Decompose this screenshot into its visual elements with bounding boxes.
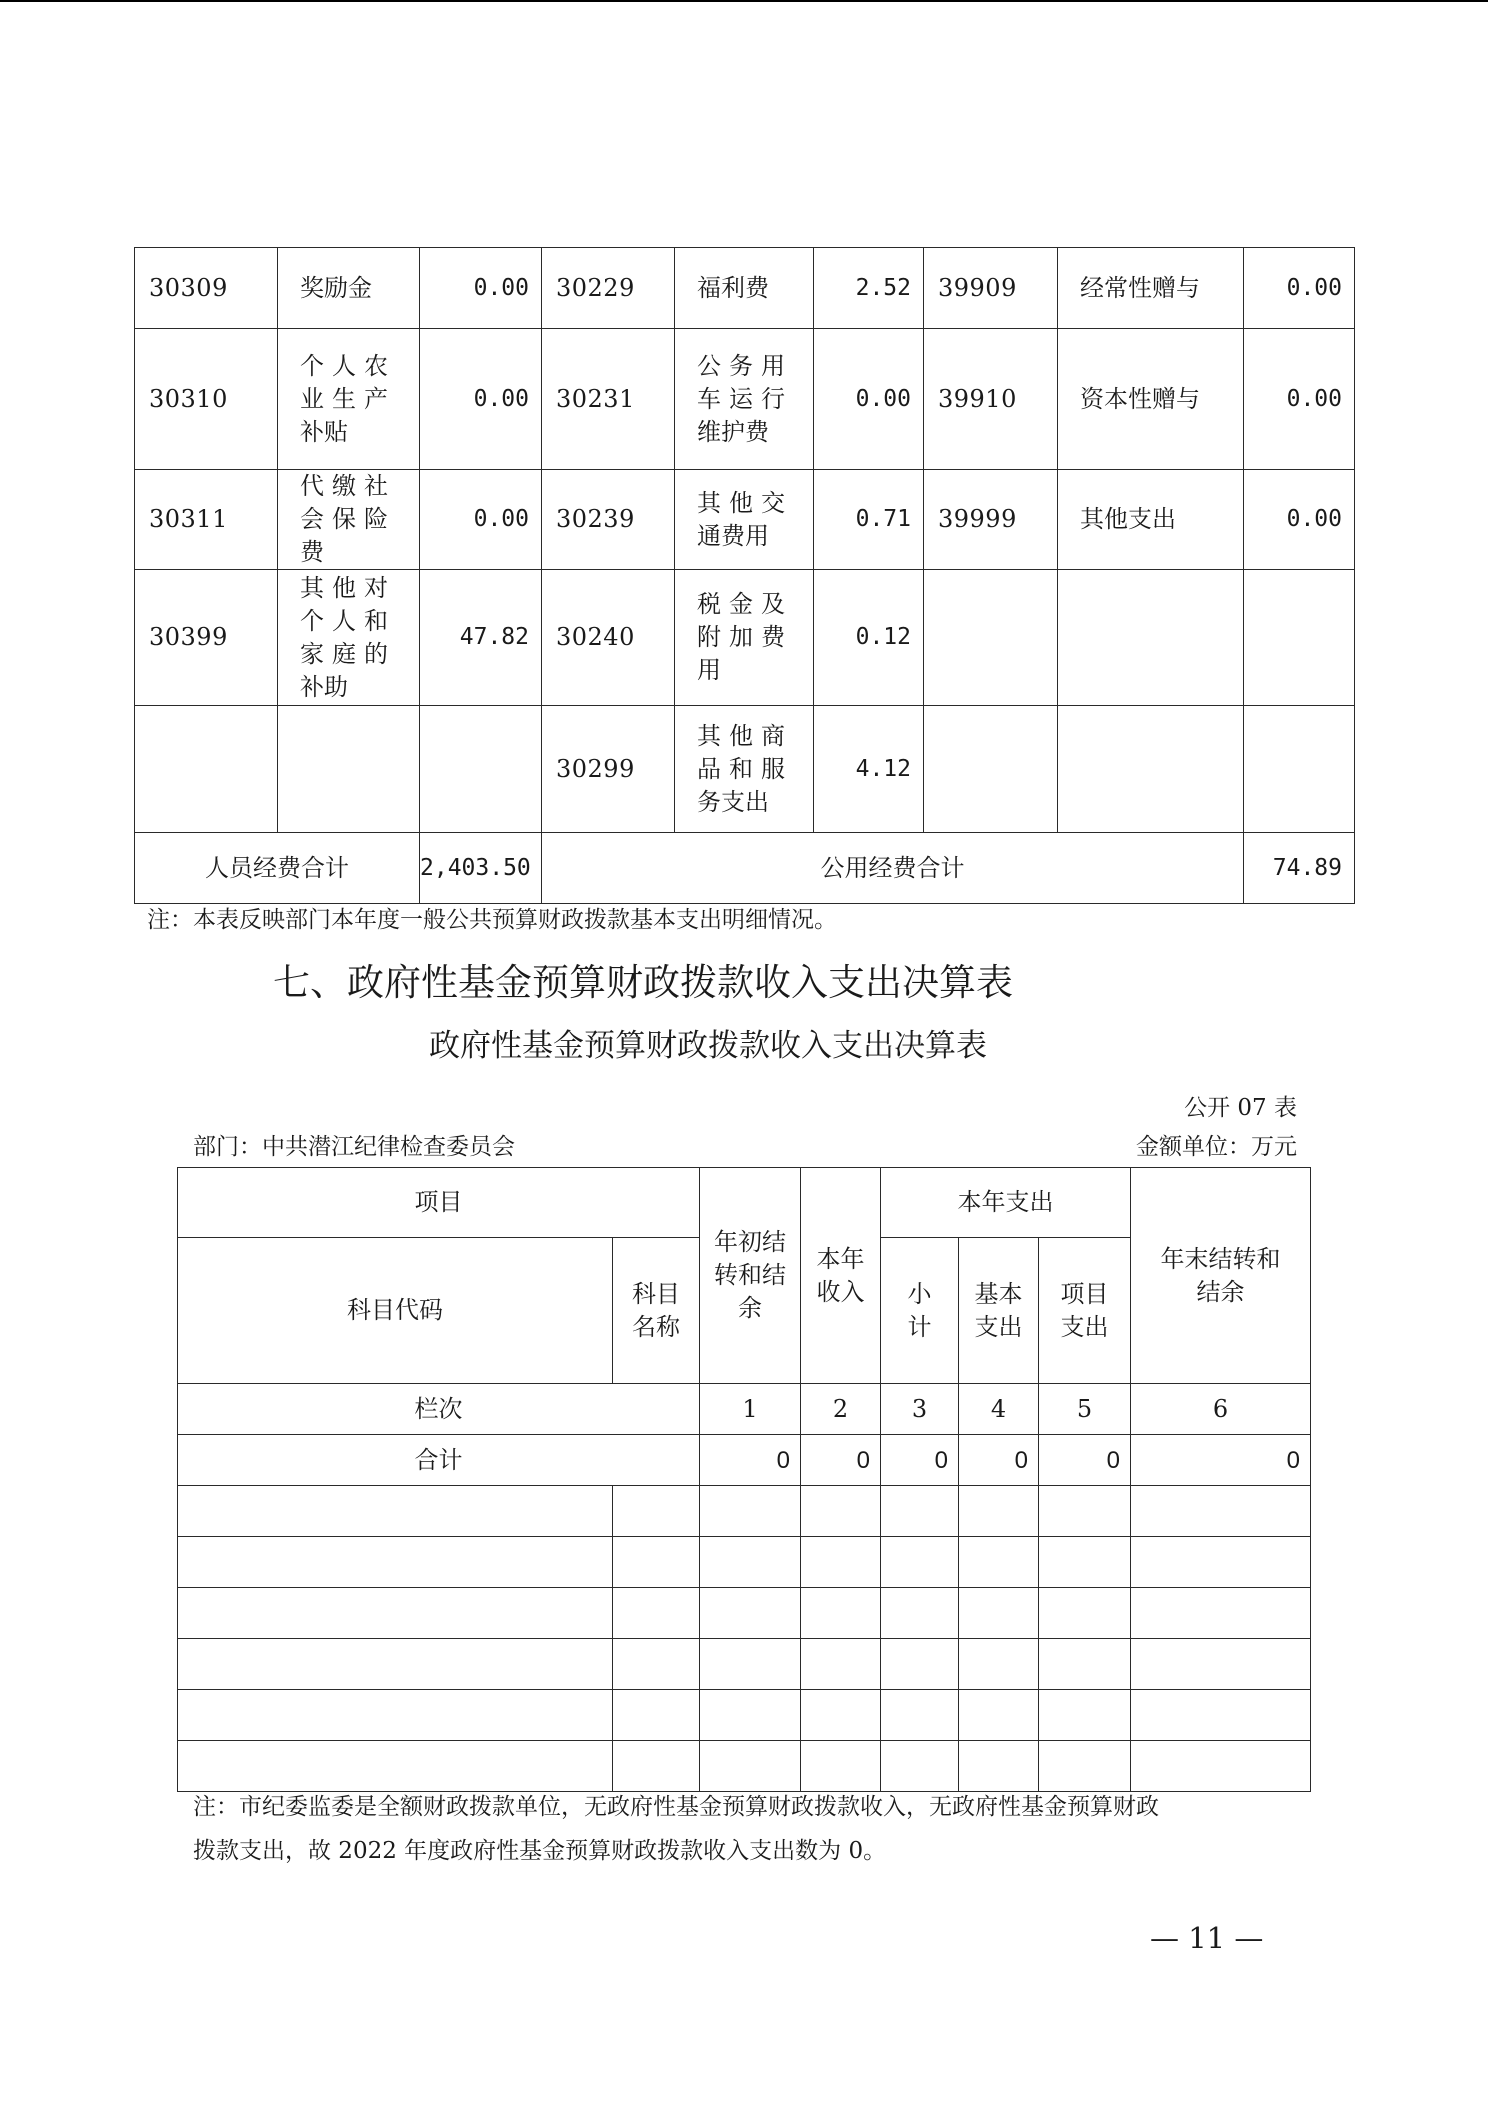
empty-row: [178, 1588, 1311, 1639]
code-cell: 39910: [924, 329, 1058, 470]
code-cell: [924, 706, 1058, 833]
item-name: 经常性赠与: [1080, 273, 1200, 302]
empty-cell: [801, 1690, 881, 1741]
empty-cell: [1039, 1690, 1131, 1741]
name-cell: [1058, 329, 1244, 470]
empty-cell: [801, 1486, 881, 1537]
empty-cell: [959, 1486, 1039, 1537]
column-number: 5: [1039, 1384, 1131, 1435]
code-cell: 30299: [542, 706, 675, 833]
total-value: 0: [959, 1435, 1039, 1486]
item-name: 奖励金: [300, 273, 372, 302]
value-cell: 0.00: [420, 329, 542, 470]
empty-row: [178, 1639, 1311, 1690]
department-label: 部门：中共潜江纪律检查委员会: [193, 1134, 515, 1160]
name-cell: [675, 329, 814, 470]
header-end-balance: 年末结转和结余: [1131, 1168, 1311, 1384]
empty-cell: [881, 1588, 959, 1639]
empty-cell: [881, 1690, 959, 1741]
amount-unit-label: 金额单位：万元: [1136, 1134, 1297, 1160]
empty-cell: [801, 1588, 881, 1639]
empty-cell: [1039, 1588, 1131, 1639]
empty-cell: [1131, 1588, 1311, 1639]
item-name: 资本性赠与: [1080, 384, 1200, 413]
empty-cell: [959, 1741, 1039, 1792]
total-value: 0: [1131, 1435, 1311, 1486]
value-cell: 0.00: [1244, 248, 1355, 329]
empty-row: [178, 1537, 1311, 1588]
empty-cell: [881, 1639, 959, 1690]
item-name: 福利费: [697, 273, 769, 302]
header-item: 项目: [178, 1168, 700, 1238]
form-number: 公开 07 表: [1184, 1095, 1297, 1121]
public-total-label: 公用经费合计: [542, 833, 1244, 904]
government-fund-budget-table: [177, 1167, 1311, 1792]
empty-cell: [700, 1588, 801, 1639]
item-name: 其他支出: [1080, 505, 1176, 533]
empty-cell: [959, 1588, 1039, 1639]
code-cell: 39909: [924, 248, 1058, 329]
empty-cell: [1131, 1741, 1311, 1792]
empty-cell: [700, 1639, 801, 1690]
empty-cell: [700, 1741, 801, 1792]
table-row: [135, 248, 1355, 329]
item-name: 其他交通费用: [697, 488, 785, 550]
column-number: 6: [1131, 1384, 1311, 1435]
totals-row: [135, 833, 1355, 904]
empty-cell: [959, 1537, 1039, 1588]
empty-cell: [801, 1741, 881, 1792]
item-name: 税金及附加费用: [697, 590, 785, 684]
empty-cell: [1039, 1741, 1131, 1792]
name-cell: [675, 706, 814, 833]
value-cell: [1244, 706, 1355, 833]
empty-cell: [178, 1741, 613, 1792]
column-number: 2: [801, 1384, 881, 1435]
code-cell: 30310: [135, 329, 278, 470]
name-cell: [278, 470, 420, 570]
value-cell: 0.00: [420, 470, 542, 570]
total-value: 0: [881, 1435, 959, 1486]
empty-row: [178, 1741, 1311, 1792]
value-cell: 0.00: [1244, 329, 1355, 470]
column-number: 1: [700, 1384, 801, 1435]
header-subtotal: 小计: [881, 1238, 959, 1384]
item-name: 其他商品和服务支出: [697, 721, 785, 816]
empty-cell: [178, 1486, 613, 1537]
column-number: 3: [881, 1384, 959, 1435]
table2-note-line2: 拨款支出，故 2022 年度政府性基金预算财政拨款收入支出数为 0。: [193, 1838, 887, 1864]
page-number: — 11 —: [1150, 1921, 1264, 1955]
empty-row: [178, 1690, 1311, 1741]
column-number: 4: [959, 1384, 1039, 1435]
empty-cell: [1039, 1486, 1131, 1537]
value-cell: [420, 706, 542, 833]
total-value: 0: [801, 1435, 881, 1486]
value-cell: 0.00: [814, 329, 924, 470]
empty-cell: [613, 1639, 700, 1690]
item-name: 其他对个人和家庭的补助: [300, 573, 388, 701]
empty-cell: [178, 1537, 613, 1588]
value-cell: 0.12: [814, 570, 924, 706]
header-project: 项目支出: [1039, 1238, 1131, 1384]
name-cell: [1058, 470, 1244, 570]
name-cell: [278, 570, 420, 706]
section-heading: 七、政府性基金预算财政拨款收入支出决算表: [273, 961, 1013, 1004]
header-name: 科目名称: [613, 1238, 700, 1384]
code-cell: 39999: [924, 470, 1058, 570]
empty-cell: [613, 1537, 700, 1588]
empty-cell: [613, 1486, 700, 1537]
name-cell: [675, 470, 814, 570]
empty-cell: [801, 1537, 881, 1588]
public-total-value: 74.89: [1244, 833, 1355, 904]
total-value: 0: [1039, 1435, 1131, 1486]
value-cell: 0.00: [420, 248, 542, 329]
header-expense: 本年支出: [881, 1168, 1131, 1238]
personnel-total-label: 人员经费合计: [135, 833, 420, 904]
table-row: [135, 329, 1355, 470]
code-cell: 30229: [542, 248, 675, 329]
empty-cell: [1131, 1486, 1311, 1537]
value-cell: 0.71: [814, 470, 924, 570]
empty-cell: [959, 1690, 1039, 1741]
table-row: [135, 570, 1355, 706]
empty-cell: [1131, 1537, 1311, 1588]
empty-cell: [700, 1486, 801, 1537]
empty-cell: [613, 1588, 700, 1639]
code-cell: 30239: [542, 470, 675, 570]
empty-cell: [881, 1537, 959, 1588]
column-row-label: 栏次: [178, 1384, 700, 1435]
name-cell: [1058, 570, 1244, 706]
code-cell: 30240: [542, 570, 675, 706]
code-cell: [135, 706, 278, 833]
basic-expenditure-detail-table: [134, 247, 1355, 904]
table-row: [135, 706, 1355, 833]
empty-cell: [881, 1486, 959, 1537]
table1-note: 注：本表反映部门本年度一般公共预算财政拨款基本支出明细情况。: [147, 907, 837, 933]
item-name: 个人农业生产补贴: [300, 351, 388, 446]
table-title: 政府性基金预算财政拨款收入支出决算表: [429, 1028, 987, 1064]
empty-cell: [881, 1741, 959, 1792]
empty-row: [178, 1486, 1311, 1537]
code-cell: 30309: [135, 248, 278, 329]
value-cell: 0.00: [1244, 470, 1355, 570]
code-cell: 30399: [135, 570, 278, 706]
personnel-total-value: 2,403.50: [420, 833, 542, 904]
name-cell: [278, 706, 420, 833]
header-code: 科目代码: [178, 1238, 613, 1384]
empty-cell: [1039, 1537, 1131, 1588]
empty-cell: [959, 1639, 1039, 1690]
table-row: [135, 470, 1355, 570]
total-row: [178, 1435, 1311, 1486]
total-label: 合计: [178, 1435, 700, 1486]
name-cell: [1058, 248, 1244, 329]
header-basic: 基本支出: [959, 1238, 1039, 1384]
name-cell: [1058, 706, 1244, 833]
empty-cell: [1131, 1639, 1311, 1690]
item-name: 公务用车运行维护费: [697, 351, 785, 446]
empty-cell: [801, 1639, 881, 1690]
name-cell: [278, 329, 420, 470]
total-value: 0: [700, 1435, 801, 1486]
code-cell: [924, 570, 1058, 706]
code-cell: 30231: [542, 329, 675, 470]
name-cell: [278, 248, 420, 329]
item-name: 代缴社会保险费: [300, 472, 388, 566]
value-cell: 4.12: [814, 706, 924, 833]
empty-cell: [613, 1741, 700, 1792]
header-income: 本年收入: [801, 1168, 881, 1384]
column-number-row: [178, 1384, 1311, 1435]
name-cell: [675, 570, 814, 706]
page-top-border: [0, 0, 1488, 2]
value-cell: 47.82: [420, 570, 542, 706]
name-cell: [675, 248, 814, 329]
header-begin-balance: 年初结转和结余: [700, 1168, 801, 1384]
empty-cell: [700, 1537, 801, 1588]
empty-cell: [178, 1588, 613, 1639]
value-cell: 2.52: [814, 248, 924, 329]
empty-cell: [1131, 1690, 1311, 1741]
empty-cell: [613, 1690, 700, 1741]
empty-cell: [178, 1639, 613, 1690]
empty-cell: [1039, 1639, 1131, 1690]
table2-note-line1: 注：市纪委监委是全额财政拨款单位，无政府性基金预算财政拨款收入，无政府性基金预算财政: [193, 1794, 1159, 1820]
empty-cell: [178, 1690, 613, 1741]
empty-cell: [700, 1690, 801, 1741]
code-cell: 30311: [135, 470, 278, 570]
value-cell: [1244, 570, 1355, 706]
